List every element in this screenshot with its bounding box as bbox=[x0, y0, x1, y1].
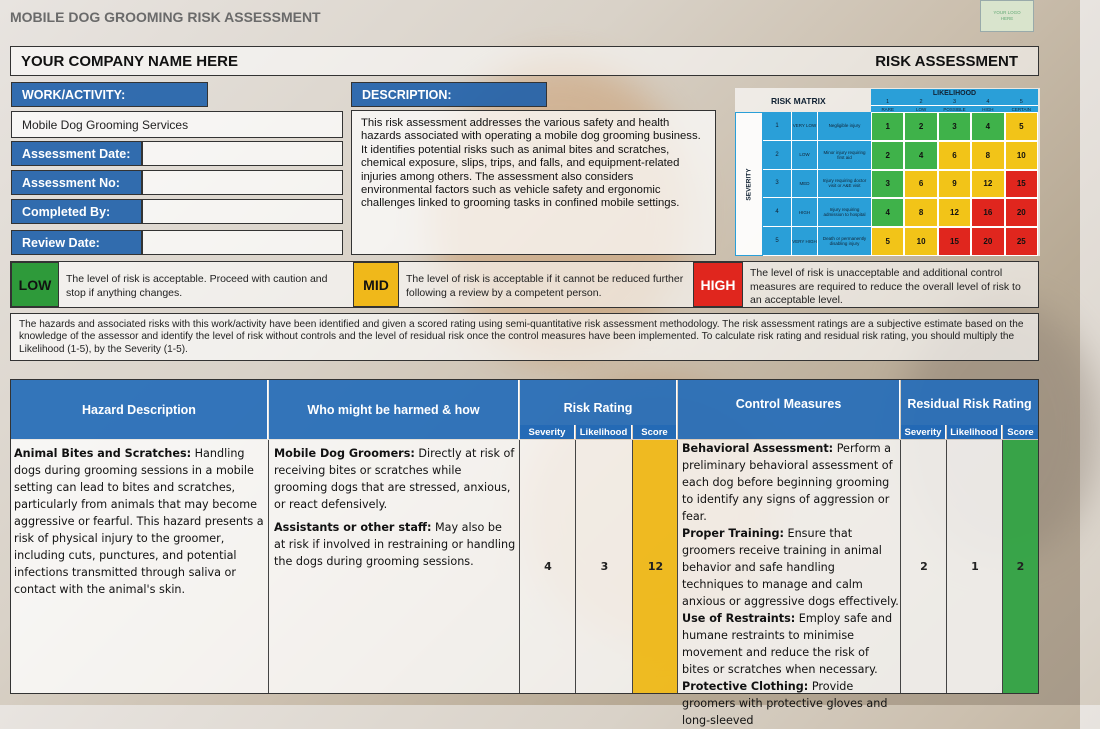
matrix-cell: 5 bbox=[1005, 112, 1038, 141]
who-groomers bbox=[274, 445, 516, 513]
severity-desc-2: Minor injury requiring first aid bbox=[817, 141, 871, 170]
completed-by-label-text: Completed By: bbox=[22, 204, 111, 219]
likelihood-word-5: CERTAIN bbox=[1005, 105, 1038, 112]
risk-matrix-title: RISK MATRIX bbox=[771, 96, 826, 106]
assessment-date-label bbox=[11, 141, 142, 166]
description-text: This risk assessment addresses the various safety and health hazards associated with operating a mobile dog grooming business. It identifies potential risks such as animal bites and scratches, chemical exposure, slips, trips, and falls, and equipment-related injuries among others. The assessment also considers environmental factors such as vehicle safety and ergonomic challenges linked to grooming tasks in confined mobile settings. bbox=[361, 117, 701, 210]
legend-low-badge: LOW bbox=[11, 262, 59, 307]
assessment-date-label-text: Assessment Date: bbox=[22, 146, 131, 161]
header-residual: Residual Risk Rating bbox=[901, 380, 1038, 425]
severity-num-4: 4 bbox=[763, 198, 791, 227]
review-date-input[interactable] bbox=[142, 230, 343, 255]
description-box[interactable] bbox=[351, 110, 716, 255]
legend-low-text: The level of risk is acceptable. Proceed with caution and stop if anything changes. bbox=[66, 273, 328, 299]
logo-text: YOUR LOGO HERE bbox=[993, 10, 1021, 21]
res-severity-value: 2 bbox=[920, 560, 928, 573]
header-hazard: Hazard Description bbox=[11, 380, 268, 439]
control-clothing-text: Provide groomers with protective gloves and long-sleeved bbox=[682, 680, 888, 727]
control-restraints-title: Use of Restraints: bbox=[682, 612, 796, 625]
completed-by-label bbox=[11, 199, 142, 224]
control-training bbox=[682, 525, 899, 610]
control-behavioral-text: Perform a preliminary behavioral assessment of each dog before beginning grooming to identify any signs of aggression or fear. bbox=[682, 442, 893, 523]
likelihood-word-1: RARE bbox=[871, 105, 904, 112]
severity-word-5: VERY HIGH bbox=[791, 227, 817, 256]
who-assistants bbox=[274, 519, 516, 570]
severity-desc-4: Injury requiring admission to hospital bbox=[817, 198, 871, 227]
work-activity-label-text: WORK/ACTIVITY: bbox=[22, 87, 126, 102]
who-assistants-title: Assistants or other staff: bbox=[274, 521, 432, 534]
company-header bbox=[10, 46, 1039, 76]
risk-matrix bbox=[735, 88, 1040, 256]
severity-word-2: LOW bbox=[791, 141, 817, 170]
company-name[interactable]: YOUR COMPANY NAME HERE bbox=[21, 53, 238, 70]
score-value: 12 bbox=[647, 560, 664, 573]
matrix-cell: 10 bbox=[904, 227, 937, 256]
matrix-cell: 15 bbox=[1005, 170, 1038, 199]
severity-num-5: 5 bbox=[763, 227, 791, 256]
control-restraints bbox=[682, 610, 899, 678]
hazard-description bbox=[14, 445, 266, 598]
control-training-title: Proper Training: bbox=[682, 527, 784, 540]
matrix-cell: 4 bbox=[971, 112, 1004, 141]
severity-label bbox=[735, 112, 763, 256]
matrix-cell: 20 bbox=[971, 227, 1004, 256]
legend-mid-text: The level of risk is acceptable if it cannot be reduced further following a review by a competent person. bbox=[406, 273, 684, 299]
severity-num-2: 2 bbox=[763, 141, 791, 170]
matrix-cell: 9 bbox=[938, 170, 971, 199]
legend-high-badge: HIGH bbox=[693, 262, 743, 307]
who-groomers-title: Mobile Dog Groomers: bbox=[274, 447, 415, 460]
matrix-cell: 10 bbox=[1005, 141, 1038, 170]
legend-high-text: The level of risk is unacceptable and additional control measures are required to reduce the overall level of risk to an acceptable level. bbox=[750, 267, 1021, 307]
matrix-cell: 5 bbox=[871, 227, 904, 256]
likelihood-value: 3 bbox=[600, 560, 609, 573]
likelihood-num-3: 3 bbox=[938, 99, 971, 105]
severity-num-1: 1 bbox=[763, 112, 791, 141]
hazard-title: Animal Bites and Scratches: bbox=[14, 447, 192, 460]
severity-label-text: SEVERITY bbox=[745, 167, 753, 201]
description-label-text: DESCRIPTION: bbox=[362, 87, 452, 102]
review-date-label bbox=[11, 230, 142, 255]
severity-word-3: MED bbox=[791, 170, 817, 199]
legend-mid-badge: MID bbox=[353, 262, 399, 307]
severity-word-1: VERY LOW bbox=[791, 112, 817, 141]
likelihood-word-4: HIGH bbox=[971, 105, 1004, 112]
who-groomers-text: Directly at risk of receiving bites or scratches while grooming dogs that are stressed, anxious, or react defensively. bbox=[274, 447, 515, 511]
methodology-box bbox=[10, 313, 1039, 361]
header-severity: Severity bbox=[520, 425, 575, 439]
likelihood-num-1: 1 bbox=[871, 99, 904, 105]
severity-word-4: HIGH bbox=[791, 198, 817, 227]
likelihood-word-3: POSSIBLE bbox=[938, 105, 971, 112]
matrix-cell: 15 bbox=[938, 227, 971, 256]
severity-desc-5: Death or permanently disabling injury bbox=[817, 227, 871, 256]
likelihood-label: LIKELIHOOD bbox=[871, 89, 1038, 99]
matrix-cell: 25 bbox=[1005, 227, 1038, 256]
logo-placeholder bbox=[980, 0, 1034, 32]
matrix-cell: 4 bbox=[871, 198, 904, 227]
likelihood-num-4: 4 bbox=[971, 99, 1004, 105]
matrix-cell: 6 bbox=[938, 141, 971, 170]
header-likelihood: Likelihood bbox=[576, 425, 632, 439]
matrix-cell: 2 bbox=[871, 141, 904, 170]
control-clothing-title: Protective Clothing: bbox=[682, 680, 809, 693]
description-label bbox=[351, 82, 547, 107]
control-restraints-text: Employ safe and humane restraints to minimise movement and reduce the risk of bites or scratches when necessary. bbox=[682, 612, 893, 676]
likelihood-num-2: 2 bbox=[904, 99, 937, 105]
severity-value: 4 bbox=[544, 560, 552, 573]
assessment-no-label-text: Assessment No: bbox=[22, 175, 120, 190]
work-activity-value: Mobile Dog Grooming Services bbox=[22, 118, 189, 132]
review-date-label-text: Review Date: bbox=[22, 235, 100, 250]
methodology-text: The hazards and associated risks with this work/activity have been identified and given a scored rating using semi-quantitative risk assessment methodology. The risk assessment ratings are a subjective estimate based on the knowledge of the assessor and identify the level of risk without controls and the level of residual risk once the control measures have been implemented. To calculate risk rating and residual risk rating, you should multiply the Likelihood (1-5), by the Severity (1-5). bbox=[19, 319, 1024, 355]
res-likelihood-value: 1 bbox=[971, 560, 979, 573]
header-control: Control Measures bbox=[678, 380, 900, 439]
matrix-cell: 6 bbox=[904, 170, 937, 199]
header-res-likelihood: Likelihood bbox=[947, 425, 1002, 439]
work-activity-label bbox=[11, 82, 208, 107]
matrix-cell: 12 bbox=[938, 198, 971, 227]
matrix-cell: 1 bbox=[871, 112, 904, 141]
matrix-cell: 8 bbox=[904, 198, 937, 227]
control-clothing bbox=[682, 678, 899, 729]
work-activity-field[interactable] bbox=[11, 111, 343, 138]
severity-desc-1: Negligible injury bbox=[817, 112, 871, 141]
header-risk-rating: Risk Rating bbox=[520, 380, 677, 425]
header-res-severity: Severity bbox=[901, 425, 946, 439]
assessment-date-input[interactable] bbox=[142, 141, 343, 166]
document-title: MOBILE DOG GROOMING RISK ASSESSMENT bbox=[10, 9, 321, 25]
matrix-cell: 3 bbox=[938, 112, 971, 141]
header-who: Who might be harmed & how bbox=[269, 380, 519, 439]
severity-num-3: 3 bbox=[763, 170, 791, 199]
severity-desc-3: Injury requiring doctor visit or A&E visit bbox=[817, 170, 871, 199]
assessment-no-input[interactable] bbox=[142, 170, 343, 195]
likelihood-word-2: LOW bbox=[904, 105, 937, 112]
matrix-cell: 8 bbox=[971, 141, 1004, 170]
header-score: Score bbox=[633, 425, 677, 439]
control-training-text: Ensure that groomers receive training in animal behavior and safe handling techniques to manage and calm anxious or aggressive dogs effectively. bbox=[682, 527, 899, 608]
matrix-cell: 4 bbox=[904, 141, 937, 170]
control-behavioral-title: Behavioral Assessment: bbox=[682, 442, 834, 455]
completed-by-input[interactable] bbox=[142, 199, 343, 224]
header-risk-assessment: RISK ASSESSMENT bbox=[875, 53, 1018, 70]
matrix-cell: 3 bbox=[871, 170, 904, 199]
matrix-cell: 16 bbox=[971, 198, 1004, 227]
assessment-no-label bbox=[11, 170, 142, 195]
header-res-score: Score bbox=[1003, 425, 1038, 439]
control-measures bbox=[682, 440, 899, 727]
who-description bbox=[274, 445, 516, 570]
res-score-value: 2 bbox=[1016, 560, 1025, 573]
hazard-body: Handling dogs during grooming sessions in a mobile setting can lead to bites and scratches, particularly from animals that may become aggressive or fearful. This hazard presents a risk of physical injury to the groomer, including cuts, punctures, and potential infections transmitted through saliva or contact with the animal's skin. bbox=[14, 447, 264, 596]
who-assistants-text: May also be at risk if involved in restraining or handling the dogs during grooming sessions. bbox=[274, 521, 516, 568]
matrix-cell: 12 bbox=[971, 170, 1004, 199]
matrix-cell: 20 bbox=[1005, 198, 1038, 227]
control-behavioral bbox=[682, 440, 899, 525]
matrix-cell: 2 bbox=[904, 112, 937, 141]
likelihood-num-5: 5 bbox=[1005, 99, 1038, 105]
